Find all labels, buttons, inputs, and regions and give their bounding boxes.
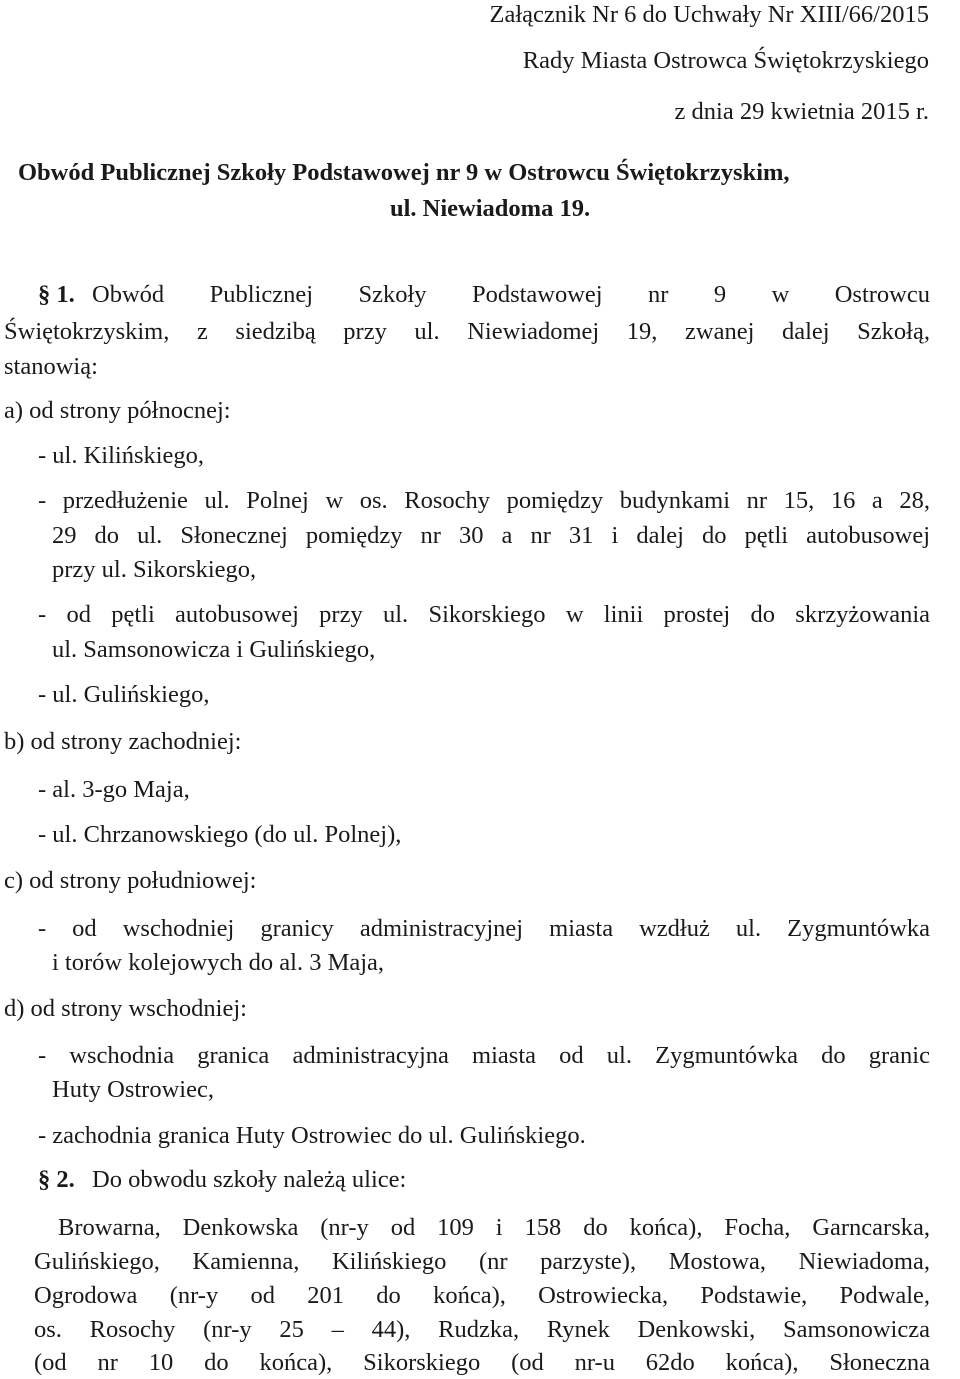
street-list-line-1: Browarna, Denkowska (nr-y od 109 i 158 do końca), Focha, Garncarska, bbox=[58, 1214, 930, 1241]
north-item-1: - ul. Kilińskiego, bbox=[38, 442, 205, 469]
west-item-2: - ul. Chrzanowskiego (do ul. Polnej), bbox=[38, 821, 402, 848]
north-heading: a) od strony północnej: bbox=[4, 397, 231, 424]
title-line-1: Obwód Publicznej Szkoły Podstawowej nr 9 w Ostrowcu Świętokrzyskim, bbox=[18, 159, 790, 186]
header-line-1: Załącznik Nr 6 do Uchwały Nr XIII/66/2015 bbox=[489, 1, 929, 28]
east-heading: d) od strony wschodniej: bbox=[4, 995, 247, 1022]
street-list-line-3: Ogrodowa (nr-y od 201 do końca), Ostrowiecka, Podstawie, Podwale, bbox=[34, 1282, 930, 1309]
header-line-3: z dnia 29 kwietnia 2015 r. bbox=[674, 98, 929, 125]
west-item-1: - al. 3-go Maja, bbox=[38, 776, 190, 803]
north-item-2-line-2: 29 do ul. Słonecznej pomiędzy nr 30 a nr 31 i dalej do pętli autobusowej bbox=[52, 522, 930, 549]
section-1-line-3: stanowią: bbox=[4, 353, 98, 380]
north-item-3-line-1: - od pętli autobusowej przy ul. Sikorskiego w linii prostej do skrzyżowania bbox=[38, 601, 930, 628]
section-2-heading: Do obwodu szkoły należą ulice: bbox=[92, 1166, 407, 1193]
street-list-line-2: Gulińskiego, Kamienna, Kilińskiego (nr parzyste), Mostowa, Niewiadoma, bbox=[34, 1248, 930, 1275]
street-list-line-5: (od nr 10 do końca), Sikorskiego (od nr-u 62do końca), Słoneczna bbox=[34, 1349, 930, 1376]
west-heading: b) od strony zachodniej: bbox=[4, 728, 242, 755]
east-item-1-line-2: Huty Ostrowiec, bbox=[52, 1076, 214, 1103]
south-heading: c) od strony południowej: bbox=[4, 867, 257, 894]
section-1-line-2: Świętokrzyskim, z siedzibą przy ul. Niewiadomej 19, zwanej dalej Szkołą, bbox=[4, 318, 930, 345]
north-item-3-line-2: ul. Samsonowicza i Gulińskiego, bbox=[52, 636, 376, 663]
south-item-1-line-1: - od wschodniej granicy administracyjnej miasta wzdłuż ul. Zygmuntówka bbox=[38, 915, 930, 942]
south-item-1-line-2: i torów kolejowych do al. 3 Maja, bbox=[52, 949, 385, 976]
east-item-1-line-1: - wschodnia granica administracyjna miasta od ul. Zygmuntówka do granic bbox=[38, 1042, 930, 1069]
north-item-2-line-3: przy ul. Sikorskiego, bbox=[52, 556, 257, 583]
north-item-2-line-1: - przedłużenie ul. Polnej w os. Rosochy pomiędzy budynkami nr 15, 16 a 28, bbox=[38, 487, 930, 514]
street-list-line-4: os. Rosochy (nr-y 25 – 44), Rudzka, Rynek Denkowski, Samsonowicza bbox=[34, 1316, 930, 1343]
section-1-line-1: Obwód Publicznej Szkoły Podstawowej nr 9 w Ostrowcu bbox=[92, 281, 930, 308]
north-item-4: - ul. Gulińskiego, bbox=[38, 681, 210, 708]
title-line-2: ul. Niewiadoma 19. bbox=[390, 195, 591, 222]
section-1-marker: § 1. bbox=[38, 281, 75, 308]
section-2-marker: § 2. bbox=[38, 1166, 75, 1193]
east-item-2: - zachodnia granica Huty Ostrowiec do ul. Gulińskiego. bbox=[38, 1122, 586, 1149]
header-line-2: Rady Miasta Ostrowca Świętokrzyskiego bbox=[522, 47, 929, 74]
